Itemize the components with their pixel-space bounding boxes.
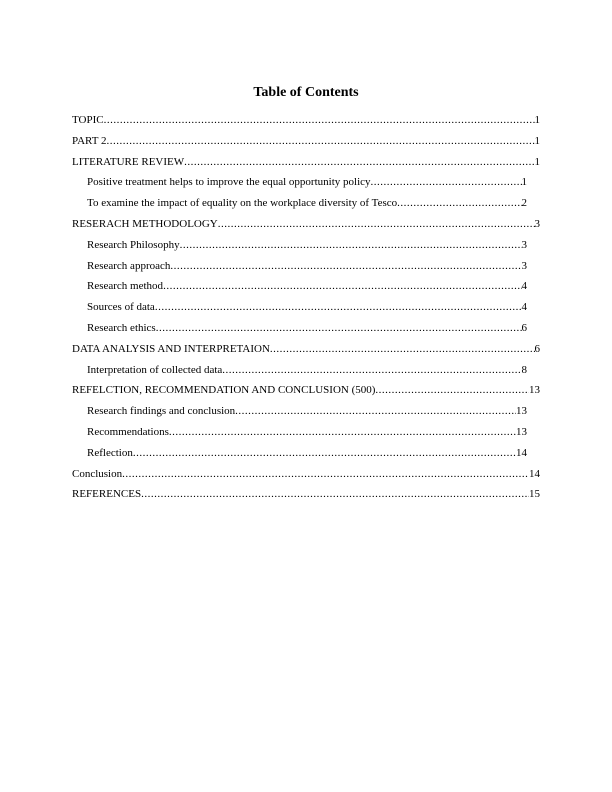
toc-leader-dots (107, 134, 535, 148)
toc-page-number: 13 (529, 384, 540, 397)
toc-leader-dots (170, 259, 521, 273)
toc-leader-dots (235, 404, 516, 418)
toc-page-number: 3 (521, 238, 527, 251)
toc-entry-research-method[interactable] (87, 279, 527, 300)
toc-entry-text: Research findings and conclusion (87, 405, 236, 418)
toc-page-number: 1 (534, 155, 540, 168)
toc-page-number: 1 (534, 114, 540, 126)
toc-entry-topic[interactable] (72, 113, 540, 134)
toc-page-number: 3 (521, 259, 527, 272)
toc-entry-conclusion[interactable] (72, 467, 540, 488)
toc-entry-text: Interpretation of collected data (87, 363, 223, 376)
toc-page-number: 15 (529, 488, 540, 501)
toc-entry-reflection-recommendation[interactable] (72, 383, 540, 404)
toc-leader-dots (222, 363, 521, 377)
toc-entry-positive-treatment[interactable] (87, 175, 527, 196)
toc-page-number: 4 (521, 301, 527, 314)
toc-entry-research-ethics[interactable] (87, 321, 527, 342)
toc-entry-research-findings[interactable] (87, 404, 527, 425)
toc-entry-references[interactable] (72, 487, 540, 508)
toc-entry-text: REFELCTION, RECOMMENDATION AND CONCLUSION (500) (72, 384, 376, 397)
toc-entry-text: Research Philosophy (87, 238, 180, 251)
toc-entry-text: Research ethics (87, 321, 156, 334)
toc-page-number: 1 (534, 134, 540, 147)
toc-entry-text: TOPIC (72, 114, 104, 126)
toc-page-number: 6 (534, 342, 540, 355)
toc-entry-text: DATA ANALYSIS AND INTERPRETAION (72, 342, 270, 355)
toc-page-number: 3 (534, 217, 540, 230)
toc-leader-dots (141, 487, 529, 501)
toc-leader-dots (184, 155, 534, 169)
toc-page-number: 13 (516, 405, 527, 418)
toc-page-number: 13 (516, 425, 527, 438)
toc-entry-text: Positive treatment helps to improve the equal opportunity policy (87, 176, 371, 189)
toc-entry-recommendations[interactable] (87, 425, 527, 446)
toc-entry-text: Research method (87, 280, 164, 293)
toc-leader-dots (371, 175, 522, 189)
toc-entry-text: Research approach (87, 259, 171, 272)
toc-leader-dots (169, 425, 516, 439)
toc-leader-dots (218, 217, 535, 231)
toc-leader-dots (375, 383, 529, 397)
toc-leader-dots (104, 113, 535, 127)
toc-page-number: 14 (529, 467, 540, 480)
toc-list (0, 113, 612, 508)
toc-page-number: 1 (521, 176, 527, 189)
toc-entry-impact-of-equality[interactable] (87, 196, 527, 217)
toc-entry-text: Reflection (87, 446, 133, 459)
toc-page-number: 8 (521, 363, 527, 376)
toc-entry-part-2[interactable] (72, 134, 540, 155)
toc-entry-text: Sources of data (87, 301, 155, 314)
toc-entry-research-approach[interactable] (87, 259, 527, 280)
toc-entry-data-analysis[interactable] (72, 342, 540, 363)
toc-page-number: 6 (521, 321, 527, 334)
toc-entry-text: Recommendations (87, 425, 169, 438)
toc-leader-dots (180, 238, 522, 252)
toc-entry-literature-review[interactable] (72, 155, 540, 176)
page-title: Table of Contents (253, 85, 359, 100)
toc-leader-dots (163, 279, 521, 293)
toc-entry-text: RESERACH METHODOLOGY (72, 217, 218, 230)
toc-entry-interpretation[interactable] (87, 363, 527, 384)
toc-entry-text: PART 2 (72, 134, 107, 147)
toc-entry-research-methodology[interactable] (72, 217, 540, 238)
toc-entry-text: REFERENCES (72, 488, 142, 501)
toc-page-number: 14 (516, 446, 527, 459)
toc-page-number: 2 (521, 197, 527, 210)
toc-entry-research-philosophy[interactable] (87, 238, 527, 259)
toc-leader-dots (155, 300, 522, 314)
toc-leader-dots (122, 467, 529, 481)
toc-entry-text: To examine the impact of equality on the workplace diversity of Tesco (87, 197, 398, 210)
toc-leader-dots (133, 446, 516, 460)
toc-entry-text: Conclusion (72, 467, 123, 480)
toc-entry-reflection[interactable] (87, 446, 527, 467)
toc-page-number: 4 (521, 280, 527, 293)
toc-leader-dots (270, 342, 535, 356)
toc-leader-dots (156, 321, 522, 335)
toc-entry-text: LITERATURE REVIEW (72, 155, 185, 168)
toc-leader-dots (397, 196, 521, 210)
toc-entry-sources-of-data[interactable] (87, 300, 527, 321)
